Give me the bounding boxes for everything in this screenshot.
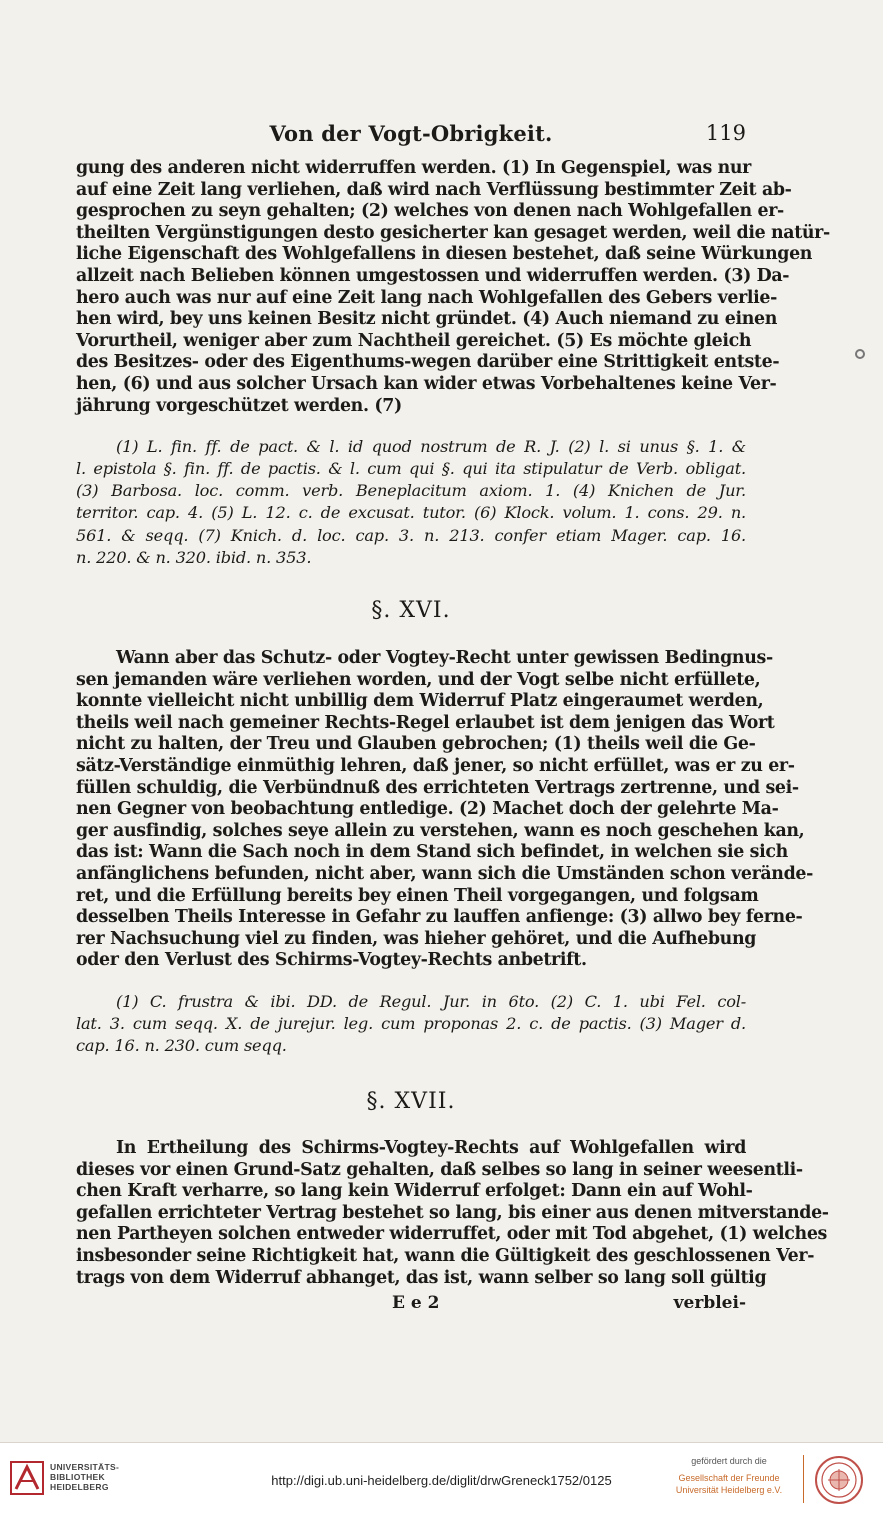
- text-line: Vorurtheil, weniger aber zum Nachtheil gereichet. (5) Es möchte gleich: [76, 330, 752, 351]
- margin-hole-icon: [855, 349, 865, 359]
- signature-mark: E e 2: [392, 1293, 440, 1313]
- text-line: anfänglichens befunden, nicht aber, wann sich die Umständen schon verände-: [76, 863, 813, 884]
- footnote-line: l. epistola §. fin. ff. de pactis. & l. cum qui §. qui ita stipulatur de Verb. obligat.: [76, 459, 746, 478]
- footnote-line: (1) C. frustra & ibi. DD. de Regul. Jur. in 6to. (2) C. 1. ubi Fel. col-: [116, 992, 746, 1011]
- text-line: Wann aber das Schutz- oder Vogtey-Recht unter gewissen Bedingnus-: [116, 648, 773, 668]
- text-line: gesprochen zu seyn gehalten; (2) welches von denen nach Wohlgefallen er-: [76, 201, 784, 222]
- library-name: UNIVERSITÄTS- BIBLIOTHEK HEIDELBERG: [50, 1462, 120, 1492]
- text-line: theilten Vergünstigungen desto gesicherter kan gesaget werden, weil die natür-: [76, 222, 830, 243]
- page-number: 119: [705, 121, 746, 145]
- paragraph-3: [76, 1138, 829, 1289]
- permalink-url[interactable]: http://digi.ub.uni-heidelberg.de/diglit/drwGreneck1752/0125: [271, 1473, 612, 1488]
- text-line: theils weil nach gemeiner Rechts-Regel erlaubet ist dem jenigen das Wort: [76, 712, 775, 733]
- text-line: füllen schuldig, die Verbündnuß des errichteten Vertrags zertrenne, und sei-: [76, 777, 799, 798]
- footnotes-2-cont: [76, 1013, 746, 1057]
- footer-divider: [803, 1455, 804, 1503]
- text-line: nen Partheyen solchen entweder widerruffet, oder mit Tod abgehet, (1) welches: [76, 1224, 827, 1245]
- text-line: nicht zu halten, der Treu und Glauben gebrochen; (1) theils weil die Ge-: [76, 734, 756, 755]
- text-line: desselben Theils Interesse in Gefahr zu lauffen anfienge: (3) allwo bey ferne-: [76, 907, 803, 928]
- text-line: rer Nachsuchung viel zu finden, was hieher gehöret, und die Aufhebung: [76, 928, 757, 949]
- footnotes-2: [76, 991, 746, 1013]
- text-line: ret, und die Erfüllung bereits bey einen Theil vorgegangen, und folgsam: [76, 885, 759, 906]
- footnote-line: (1) L. fin. ff. de pact. & l. id quod nostrum de R. J. (2) l. si unus §. 1. &: [116, 437, 746, 456]
- text-line: oder den Verlust des Schirms-Vogtey-Rechts anbetrift.: [76, 950, 587, 971]
- footnote-line: territor. cap. 4. (5) L. 12. c. de excusat. tutor. (6) Klock. volum. 1. cons. 29. n.: [76, 503, 746, 523]
- footnote-line: cap. 16. n. 230. cum seqq.: [76, 1036, 287, 1056]
- running-title: Von der Vogt-Obrigkeit.: [269, 121, 553, 146]
- footnote-line: n. 220. & n. 320. ibid. n. 353.: [76, 547, 312, 567]
- text-line: chen Kraft verharre, so lang kein Widerruf erfolget: Dann ein auf Wohl-: [76, 1181, 753, 1202]
- paragraph-1: [76, 158, 830, 417]
- sponsor-credit: gefördert durch die Gesellschaft der Freunde Universität Heidelberg e.V.: [675, 1456, 783, 1495]
- university-seal-icon: [814, 1455, 864, 1505]
- text-line: konnte vielleicht nicht unbillig dem Widerruf Platz eingeraumet werden,: [76, 691, 764, 712]
- footnote-line: lat. 3. cum seqq. X. de jurejur. leg. cum proponas 2. c. de pactis. (3) Mager d.: [76, 1014, 746, 1033]
- text-line: ger ausfindig, solches seye allein zu verstehen, wann es noch geschehen kan,: [76, 820, 805, 841]
- text-line: liche Eigenschaft des Wohlgefallens in diesen bestehet, daß seine Würkungen: [76, 244, 813, 265]
- footnote-line: 561. & seqq. (7) Knich. d. loc. cap. 3. n. 213. confer etiam Mager. cap. 16.: [76, 525, 746, 545]
- text-line: sätz-Verständige einmüthig lehren, daß jener, so nicht erfüllet, was er zu er-: [76, 755, 795, 776]
- text-line: sen jemanden wäre verliehen worden, und der Vogt selbe nicht erfüllete,: [76, 669, 761, 690]
- text-line: hen, (6) und aus solcher Ursach kan wider etwas Vorbehaltenes keine Ver-: [76, 373, 777, 394]
- text-line: gefallen errichteter Vertrag bestehet so lang, bis einer aus denen mitverstande-: [76, 1202, 829, 1223]
- text-line: des Besitzes- oder des Eigenthums-wegen darüber eine Strittigkeit entste-: [76, 352, 780, 373]
- catchword: verblei-: [673, 1293, 746, 1313]
- text-line: allzeit nach Belieben können umgestossen und widerruffen werden. (3) Da-: [76, 265, 790, 286]
- footnote-line: (3) Barbosa. loc. comm. verb. Beneplacitum axiom. 1. (4) Knichen de Jur.: [76, 481, 746, 501]
- text-line: das ist: Wann die Sach noch in dem Stand sich befindet, in welchen sie sich: [76, 842, 788, 863]
- section-heading-16: §. XVI.: [371, 598, 451, 623]
- text-line: insbesonder seine Richtigkeit hat, wann die Gültigkeit des geschlossenen Ver-: [76, 1245, 815, 1266]
- catchline: [76, 1293, 746, 1317]
- viewer-footer: [0, 1442, 883, 1514]
- text-line: dieses vor einen Grund-Satz gehalten, daß selbes so lang in seiner weesentli-: [76, 1159, 803, 1180]
- paragraph-2: [76, 648, 813, 972]
- footnotes-1-cont: [76, 458, 746, 569]
- text-line: hero auch was nur auf eine Zeit lang nach Wohlgefallen des Gebers verlie-: [76, 287, 777, 308]
- text-line: gung des anderen nicht widerruffen werden. (1) In Gegenspiel, was nur: [76, 158, 751, 178]
- text-line: auf eine Zeit lang verliehen, daß wird nach Verflüssung bestimmter Zeit ab-: [76, 179, 792, 200]
- running-header: [76, 121, 746, 149]
- text-line: In Ertheilung des Schirms-Vogtey-Rechts auf Wohlgefallen wird: [116, 1138, 746, 1158]
- text-line: jährung vorgeschützet werden. (7): [76, 395, 402, 416]
- footnotes-1: [76, 436, 746, 458]
- section-heading-17: §. XVII.: [366, 1089, 456, 1114]
- text-line: hen wird, bey uns keinen Besitz nicht gründet. (4) Auch niemand zu einen: [76, 309, 778, 330]
- text-line: nen Gegner von beobachtung entledige. (2) Machet doch der gelehrte Ma-: [76, 799, 779, 820]
- text-line: trags von dem Widerruf abhanget, das ist, wann selber so lang soll gültig: [76, 1267, 767, 1288]
